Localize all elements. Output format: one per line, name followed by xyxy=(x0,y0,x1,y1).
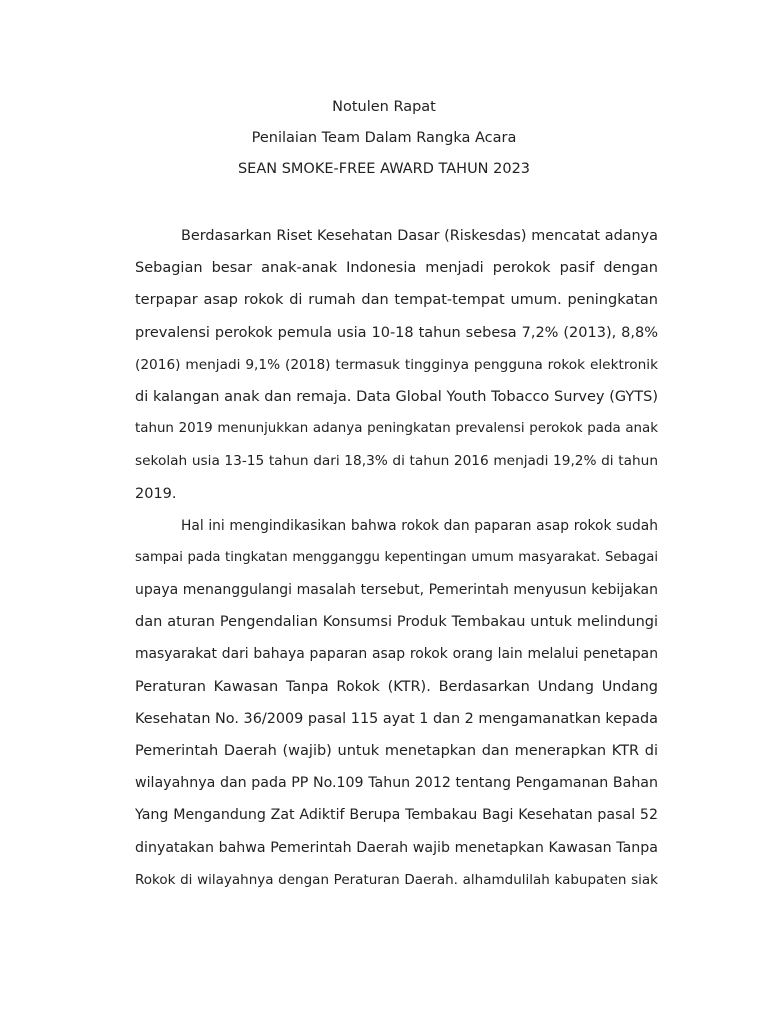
paragraph-line: sekolah usia 13-15 tahun dari 18,3% di tahun 2016 menjadi 19,2% di tahun xyxy=(135,453,658,470)
paragraph-line: Kesehatan No. 36/2009 pasal 115 ayat 1 dan 2 mengamanatkan kepada xyxy=(135,710,658,727)
paragraph-1 xyxy=(135,220,658,510)
paragraph-line: terpapar asap rokok di rumah dan tempat-tempat umum. peningkatan xyxy=(135,292,658,309)
paragraph-line: 2019. xyxy=(135,485,177,502)
paragraph-line: tahun 2019 menunjukkan adanya peningkatan prevalensi perokok pada anak xyxy=(135,421,658,437)
paragraph-line: di kalangan anak dan remaja. Data Global Youth Tobacco Survey (GYTS) xyxy=(135,388,658,405)
paragraph-line: dinyatakan bahwa Pemerintah Daerah wajib menetapkan Kawasan Tanpa xyxy=(135,839,658,856)
document-body xyxy=(135,220,658,896)
paragraph-line: Pemerintah Daerah (wajib) untuk menetapkan dan menerapkan KTR di xyxy=(135,743,658,759)
paragraph-line: Sebagian besar anak-anak Indonesia menjadi perokok pasif dengan xyxy=(135,260,658,277)
paragraph-line: Peraturan Kawasan Tanpa Rokok (KTR). Berdasarkan Undang Undang xyxy=(135,678,658,695)
paragraph-line: (2016) menjadi 9,1% (2018) termasuk tingginya pengguna rokok elektronik xyxy=(135,356,658,373)
document-subtitle: Penilaian Team Dalam Rangka Acara xyxy=(251,130,517,146)
paragraph-line: prevalensi perokok pemula usia 10-18 tahun sebesa 7,2% (2013), 8,8% xyxy=(135,324,658,341)
document-event-title: SEAN SMOKE-FREE AWARD TAHUN 2023 xyxy=(237,161,531,177)
paragraph-2 xyxy=(135,510,658,896)
paragraph-line: Rokok di wilayahnya dengan Peraturan Daerah. alhamdulilah kabupaten siak xyxy=(135,871,658,888)
paragraph-line: upaya menanggulangi masalah tersebut, Pemerintah menyusun kebijakan xyxy=(135,582,658,599)
document-title: Notulen Rapat xyxy=(332,99,436,115)
paragraph-line: masyarakat dari bahaya paparan asap rokok orang lain melalui penetapan xyxy=(135,646,658,663)
document-title-block xyxy=(0,92,768,185)
paragraph-line: Berdasarkan Riset Kesehatan Dasar (Riskesdas) mencatat adanya xyxy=(181,228,658,244)
paragraph-line: Yang Mengandung Zat Adiktif Berupa Tembakau Bagi Kesehatan pasal 52 xyxy=(135,807,658,824)
paragraph-line: Hal ini mengindikasikan bahwa rokok dan paparan asap rokok sudah xyxy=(181,517,658,534)
paragraph-line: dan aturan Pengendalian Konsumsi Produk Tembakau untuk melindungi xyxy=(135,614,658,631)
paragraph-line: wilayahnya dan pada PP No.109 Tahun 2012 tentang Pengamanan Bahan xyxy=(135,775,658,792)
paragraph-line: sampai pada tingkatan mengganggu kepentingan umum masyarakat. Sebagai xyxy=(135,549,658,565)
